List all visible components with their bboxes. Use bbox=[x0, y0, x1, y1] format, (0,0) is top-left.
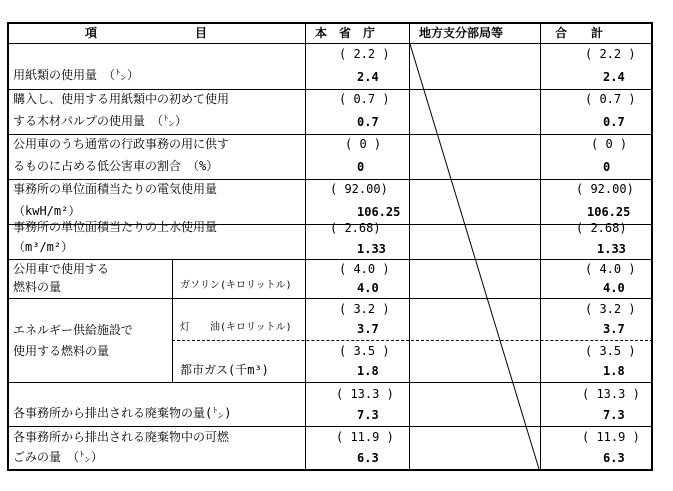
row-label-line1: 事務所の単位面積当たりの電気使用量 bbox=[13, 182, 218, 196]
row-label-line1: 事務所の単位面積当たりの上水使用量 bbox=[13, 220, 218, 234]
ministry-current: 4.0 bbox=[357, 281, 379, 295]
total-current: 3.7 bbox=[603, 322, 625, 336]
total-prev: ( 3.2 ) bbox=[585, 302, 636, 316]
ministry-current: 7.3 bbox=[357, 408, 379, 422]
total-prev: ( 92.00) bbox=[576, 182, 634, 196]
total-current: 6.3 bbox=[603, 451, 625, 465]
ministry-prev: ( 13.3 ) bbox=[336, 387, 394, 401]
row-label-line2: 使用する燃料の量 bbox=[13, 344, 110, 358]
total-prev: ( 11.9 ) bbox=[582, 430, 640, 444]
header-total: 合 計 bbox=[555, 26, 604, 40]
ministry-current: 106.25 bbox=[357, 205, 401, 219]
ministry-prev: ( 3.5 ) bbox=[339, 344, 390, 358]
header-ministry: 本 省 庁 bbox=[315, 26, 376, 40]
ministry-prev: ( 4.0 ) bbox=[339, 262, 390, 276]
sub-label: 都市ガス(千m³) bbox=[180, 363, 269, 377]
row-label-line2: する木材パルプの使用量 （㌧） bbox=[13, 114, 188, 128]
ministry-prev: ( 2.68) bbox=[330, 221, 381, 235]
row-label: 用紙類の使用量 （㌧） bbox=[13, 68, 140, 82]
row-label-line2: （kwH/m²） bbox=[13, 204, 81, 218]
total-prev: ( 2.2 ) bbox=[585, 47, 636, 61]
sub-label: 灯 油(キロリットル) bbox=[180, 322, 292, 333]
row-label-line1: 公用車で使用する bbox=[13, 262, 110, 276]
total-prev: ( 0.7 ) bbox=[585, 92, 636, 106]
total-prev: ( 0 ) bbox=[591, 137, 628, 151]
ministry-current: 3.7 bbox=[357, 322, 379, 336]
row-label-line2: るものに占める低公害車の割合 （%） bbox=[13, 159, 219, 173]
row-label-line2: 燃料の量 bbox=[13, 280, 62, 294]
ministry-prev: ( 0.7 ) bbox=[339, 92, 390, 106]
row-label-line1: 購入し、使用する用紙類中の初めて使用 bbox=[13, 92, 230, 106]
total-current: 0.7 bbox=[603, 115, 625, 129]
ministry-current: 0 bbox=[357, 160, 365, 174]
total-current: 2.4 bbox=[603, 70, 625, 84]
ministry-current: 2.4 bbox=[357, 70, 379, 84]
row-label-line1: エネルギー供給施設で bbox=[13, 323, 134, 337]
row-label: 各事務所から排出される廃棄物の量(㌧) bbox=[13, 406, 232, 420]
ministry-prev: ( 11.9 ) bbox=[336, 430, 394, 444]
sub-label: ガソリン(キロリットル) bbox=[180, 280, 292, 291]
ministry-current: 1.33 bbox=[357, 242, 386, 256]
header-item-right: 目 bbox=[195, 26, 208, 40]
not-applicable-slash bbox=[7, 22, 653, 471]
total-prev: ( 2.68) bbox=[576, 221, 627, 235]
ministry-prev: ( 2.2 ) bbox=[339, 47, 390, 61]
ministry-current: 1.8 bbox=[357, 364, 379, 378]
row-label-line2: ごみの量 （㌧） bbox=[13, 450, 104, 464]
total-current: 106.25 bbox=[587, 205, 631, 219]
ministry-prev: ( 3.2 ) bbox=[339, 302, 390, 316]
data-table bbox=[7, 22, 653, 471]
total-prev: ( 3.5 ) bbox=[585, 344, 636, 358]
ministry-current: 0.7 bbox=[357, 115, 379, 129]
total-current: 0 bbox=[603, 160, 611, 174]
ministry-current: 6.3 bbox=[357, 451, 379, 465]
row-label-line1: 各事務所から排出される廃棄物中の可燃 bbox=[13, 430, 230, 444]
ministry-prev: ( 92.00) bbox=[330, 182, 388, 196]
header-regional: 地方支分部局等 bbox=[419, 26, 504, 40]
row-label-line2: （m³/m²） bbox=[13, 240, 74, 254]
total-current: 1.8 bbox=[603, 364, 625, 378]
total-prev: ( 4.0 ) bbox=[585, 262, 636, 276]
row-label-line1: 公用車のうち通常の行政事務の用に供す bbox=[13, 137, 230, 151]
ministry-prev: ( 0 ) bbox=[345, 137, 382, 151]
header-item-left: 項 bbox=[85, 26, 98, 40]
total-current: 1.33 bbox=[597, 242, 626, 256]
total-current: 7.3 bbox=[603, 408, 625, 422]
total-prev: ( 13.3 ) bbox=[582, 387, 640, 401]
total-current: 4.0 bbox=[603, 281, 625, 295]
